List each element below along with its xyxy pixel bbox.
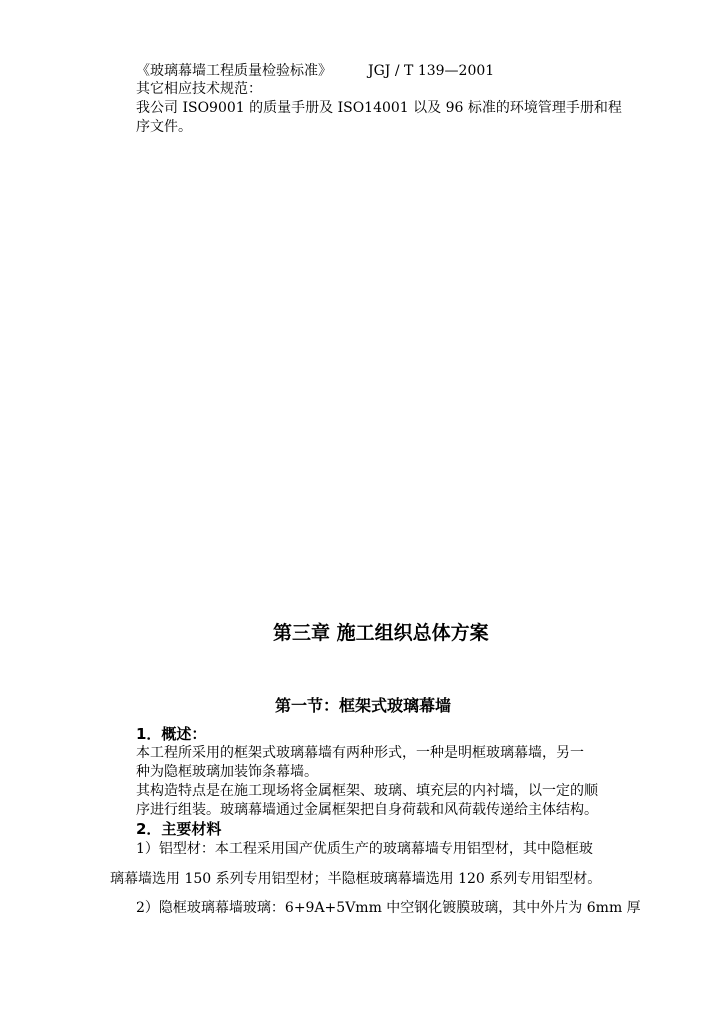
materials-item1-line-1: 1）铝型材：本工程采用国产优质生产的玻璃幕墙专用铝型材，其中隐框玻 <box>136 841 593 857</box>
overview-p1-line-2: 种为隐框玻璃加装饰条幕墙。 <box>136 764 318 780</box>
materials-heading: 2．主要材料 <box>136 820 222 838</box>
overview-heading: 1．概述： <box>136 725 207 743</box>
company-docs-line-1: 我公司 ISO9001 的质量手册及 ISO14001 以及 96 标准的环境管理手册和程 <box>136 100 622 116</box>
materials-item1-line-2: 璃幕墙选用 150 系列专用铝型材；半隐框玻璃幕墙选用 120 系列专用铝型材。 <box>110 871 602 887</box>
overview-p2-line-2: 序进行组装。玻璃幕墙通过金属框架把自身荷载和风荷载传递给主体结构。 <box>136 802 598 818</box>
company-docs-line-2: 序文件。 <box>136 119 192 135</box>
standard-title: 《玻璃幕墙工程质量检验标准》 <box>136 63 332 79</box>
section-title: 第一节：框架式玻璃幕墙 <box>275 696 452 715</box>
overview-p2-line-1: 其构造特点是在施工现场将金属框架、玻璃、填充层的内衬墙，以一定的顺 <box>136 783 598 799</box>
other-specs-line: 其它相应技术规范： <box>136 81 262 97</box>
overview-p1-line-1: 本工程所采用的框架式玻璃幕墙有两种形式，一种是明框玻璃幕墙，另一 <box>136 745 584 761</box>
standard-code: JGJ / T 139—2001 <box>368 63 495 79</box>
materials-item2-line-1: 2）隐框玻璃幕墙玻璃：6+9A+5Vmm 中空钢化镀膜玻璃，其中外片为 6mm 厚 <box>136 900 641 916</box>
reference-standard-line <box>136 62 494 80</box>
chapter-title: 第三章 施工组织总体方案 <box>273 622 489 644</box>
